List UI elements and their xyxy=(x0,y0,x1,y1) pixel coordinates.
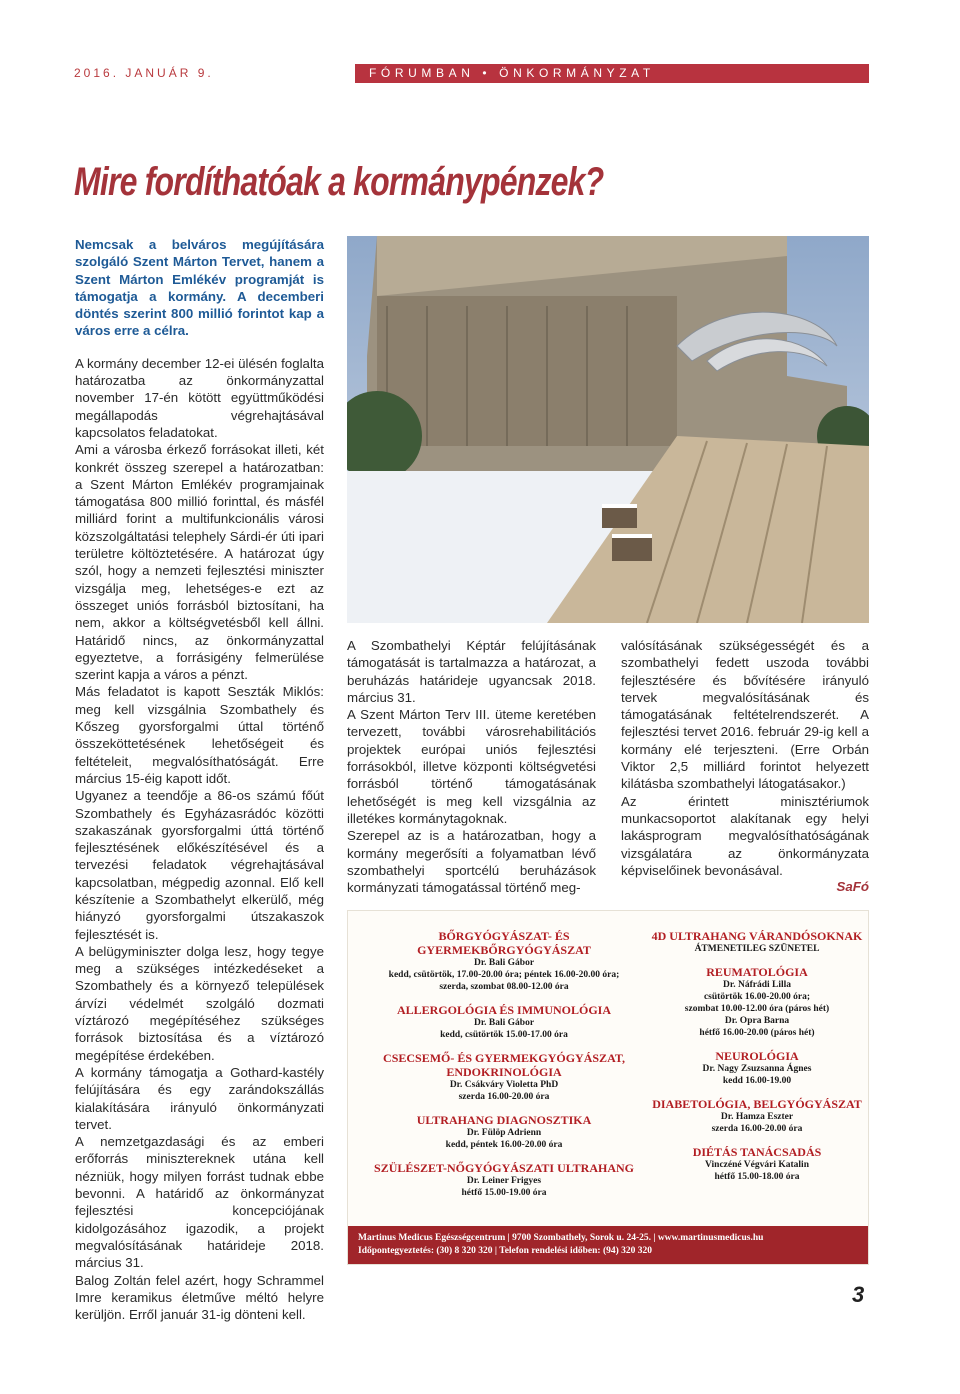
article-column-2 xyxy=(347,637,596,896)
ad-specialty-detail: Dr. Opra Barna xyxy=(724,1016,790,1026)
ad-specialty-detail: kedd 16.00-19.00 xyxy=(722,1076,792,1086)
ad-specialty-detail: csütörtök 16.00-20.00 óra; xyxy=(703,992,811,1002)
advertisement xyxy=(347,910,869,1265)
page-header xyxy=(74,64,869,83)
ad-specialty-detail: kedd, csütörtök, 17.00-20.00 óra; péntek 16.00-20.00 óra; xyxy=(388,970,620,980)
ad-specialty-detail: hétfő 15.00-19.00 óra xyxy=(461,1188,547,1198)
ad-specialty-detail: hétfő 16.00-20.00 (páros hét) xyxy=(699,1028,815,1038)
col1-paragraph: A nemzetgazdasági és az emberi erőforrás minisztereknek utána kell nézniük, hogy milyen forrást tudnak ebbe bevonni. A határidő az önkormányzat fejlesztési koncepciójának kidolgozásához igazodik, a projekt megvalósításának határideje 2018. március 31. xyxy=(75,1134,324,1271)
article-column-1 xyxy=(75,236,324,1323)
page-number: 3 xyxy=(852,1282,865,1307)
col3-paragraph: valósításának szükségességét és a szombathelyi fedett uszoda további fejlesztésére és bővítésére irányuló tervek megvalósításának és támogatásának feltételrendszerét. A fejlesztési tervet 2016. február 29-ig kell a kormány elé terjeszteni. (Erre Orbán Viktor 2,5 milliárd forintot helyezett kilátásba szombathelyi látogatásakor.) xyxy=(621,638,869,792)
ad-specialty-title: NEUROLÓGIA xyxy=(715,1049,799,1063)
ad-specialty-detail: Dr. Bali Gábor xyxy=(473,958,535,968)
ad-specialty-detail: Vinczéné Végvári Katalin xyxy=(705,1160,809,1170)
ad-specialty-title: SZÜLÉSZET-NŐGYÓGYÁSZATI ULTRAHANG xyxy=(374,1161,634,1175)
ad-specialty-title: BŐRGYÓGYÁSZAT- ÉS GYERMEKBŐRGYÓGYÁSZAT xyxy=(417,929,591,957)
ad-specialty-title: DIABETOLÓGIA, BELGYÓGYÁSZAT xyxy=(652,1097,862,1111)
ad-specialty-title: REUMATOLÓGIA xyxy=(706,965,808,979)
ad-services-right xyxy=(648,929,866,1183)
article-title: Mire fordíthatóak a kormánypénzek? xyxy=(74,160,604,204)
ad-specialty-detail: Dr. Leiner Frigyes xyxy=(466,1176,542,1186)
ad-specialty-detail: Dr. Fülöp Adrienn xyxy=(466,1128,542,1138)
article-lead: Nemcsak a belváros megújítására szolgáló Szent Márton Tervet, hanem a Szent Márton Emlékév programját is támogatja a kormány. A decemberi döntés szerint 800 millió forintot kap a város erre a célra. xyxy=(75,237,324,339)
article-body-col1 xyxy=(75,355,324,1324)
col1-paragraph: Ugyanez a teendője a 86-os számú főút Szombathely és Egyházasrádóc közötti szakaszának gyorsforgalmi úttá történő fejlesztésének előkészítésével és a tervezési feladatok végrehajtásával kapcsolatban, mégpedig azonnal. Elő kell készítenie a Szombathelyt elkerülő, még hiányzó gyorsforgalmi útszakaszok fejlesztését is. xyxy=(75,788,324,942)
ad-specialty-detail: Dr. Hamza Eszter xyxy=(720,1112,794,1122)
article-column-3 xyxy=(621,637,869,894)
ad-specialty-detail: Dr. Csákváry Violetta PhD xyxy=(449,1080,559,1090)
col2-paragraph: Szerepel az is a határozatban, hogy a kormány megerősíti a folyamatban lévő szombathelyi sportcélú beruházások kormányzati támogatással történő meg- xyxy=(347,828,596,896)
col2-paragraph: A Szent Márton Terv III. üteme keretében tervezett, további városrehabilitációs projektek európai uniós fejlesztési forrásokból, illetve központi költségvetési forrásból történő támogatásának lehetőségét is meg kell vizsgálnia az illetékes kormánytagoknak. xyxy=(347,707,596,826)
ad-footer xyxy=(348,1226,868,1264)
ad-specialty-detail: Dr. Nagy Zsuzsanna Ágnes xyxy=(702,1064,812,1074)
col2-paragraph: A Szombathelyi Képtár felújításának támogatását is tartalmazza a határozat, a beruházás határideje ugyancsak 2018. március 31. xyxy=(347,638,596,705)
col1-paragraph: A kormány támogatja a Gothard-kastély felújítására és egy zarándokszállás kialakítására irányuló önkormányzati tervet. xyxy=(75,1064,324,1132)
col1-paragraph: Más feladatot is kapott Seszták Miklós: meg kell vizsgálnia Szombathely és Kőszeg gyorsforgalmi úttal történő összeköttetésének lehetőségeit és feltételeit, megvalósíthatóságát. Erre március 15-éig kapott időt. xyxy=(75,684,324,786)
ad-specialty-title: ULTRAHANG DIAGNOSZTIKA xyxy=(416,1113,592,1127)
ad-specialty-detail: kedd, péntek 16.00-20.00 óra xyxy=(445,1140,563,1150)
ad-specialty-detail: szombat 10.00-12.00 óra (páros hét) xyxy=(684,1004,830,1014)
col1-paragraph: Balog Zoltán felel azért, hogy Schrammel Imre keramikus életműve méltó helyre kerüljön. Erről január 31-ig dönteni kell. xyxy=(75,1272,324,1323)
ad-specialty-detail: Dr. Náfrádi Lilla xyxy=(723,980,791,990)
ad-specialty-detail: szerda, szombat 08.00-12.00 óra xyxy=(439,982,569,992)
ad-footer-phone: Időpontegyeztetés: (30) 8 320 320 | Telefon rendelési időben: (94) 320 320 xyxy=(358,1246,653,1256)
ad-specialty-title: 4D ULTRAHANG VÁRANDÓSOKNAK xyxy=(651,929,863,943)
article-body-col3 xyxy=(621,637,869,879)
ad-specialty-title: ALLERGOLÓGIA ÉS IMMUNOLÓGIA xyxy=(396,1003,612,1017)
ad-specialty-title: DIÉTÁS TANÁCSADÁS xyxy=(692,1145,822,1159)
ad-specialty-detail: szerda 16.00-20.00 óra xyxy=(458,1092,550,1102)
col1-paragraph: Ami a városba érkező forrásokat illeti, két konkrét összeg szerepel a határozatban: a Szent Márton Emlékév programjainak támogatása 800 millió forinttal, és másfél milliárd forint a multifunkcionális városi közszolgáltatási telephely Sárdi-ér úti ipari területre költöztetésére. A határozat úgy szól, hogy a nemzeti fejlesztési miniszter vizsgálja meg, lehetséges-e ezt az összeget uniós forrásból biztosítani, ha nem, akkor a költségvetésből kell állni. Határidő nincs, az önkormányzattal egyeztetve, a forrásigény felmerülése szerint kapja a város a pénzt. xyxy=(75,442,324,683)
section-banner: FÓRUMBAN • ÖNKORMÁNYZAT xyxy=(355,64,869,83)
ad-specialty-detail: szerda 16.00-20.00 óra xyxy=(711,1124,803,1134)
article-photo xyxy=(347,236,869,623)
article-signature: SaFó xyxy=(836,879,869,895)
ad-footer-address: Martinus Medicus Egészségcentrum | 9700 Szombathely, Sorok u. 24-25. | www.martinusmedicus.hu xyxy=(358,1233,764,1243)
ad-specialty-detail: kedd, csütörtök 15.00-17.00 óra xyxy=(440,1030,568,1040)
ad-specialty-detail: hétfő 15.00-18.00 óra xyxy=(714,1172,800,1182)
ad-specialty-detail: Dr. Bali Gábor xyxy=(473,1018,535,1028)
ad-services-left xyxy=(354,929,654,1199)
ad-specialty-title: CSECSEMŐ- ÉS GYERMEKGYÓGYÁSZAT, ENDOKRINOLÓGIA xyxy=(383,1051,625,1079)
col1-paragraph: A kormány december 12-ei ülésén foglalta határozatba az önkormányzattal november 17-én kötött együttműködési megállapodás végrehajtásával kapcsolatos feladatokat. xyxy=(75,355,324,440)
col3-paragraph: Az érintett minisztériumok munkacsoportot alakítanak egy helyi lakásprogram megvalósíthatóságának vizsgálatára az önkormányzata képviselőinek bevonásával. xyxy=(621,793,869,878)
ad-specialty-detail: ÁTMENETILEG SZÜNETEL xyxy=(694,944,820,954)
article-body-col2 xyxy=(347,637,596,896)
issue-date: 2016. JANUÁR 9. xyxy=(74,66,214,80)
col1-paragraph: A belügyminiszter dolga lesz, hogy tegye meg a szükséges intézkedéseket a Szombathely és a környező települések árvízi védelmét szolgáló dozmati víztározó megépítéséhez szükséges források biztosítása és a víztározó megépítése érdekében. xyxy=(75,943,324,1063)
